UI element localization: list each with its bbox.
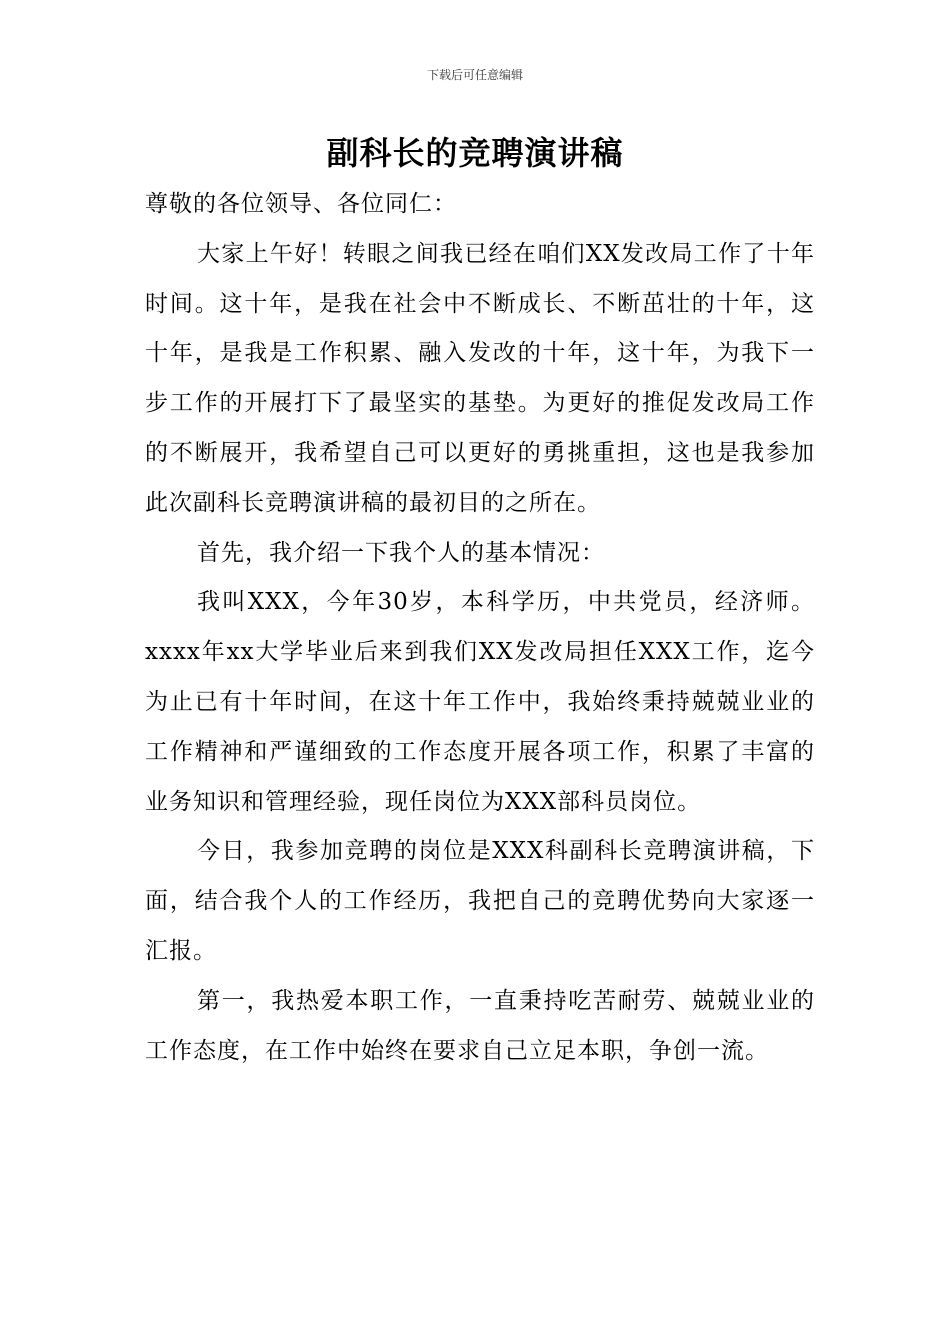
salutation: 尊敬的各位领导、各位同仁： xyxy=(145,191,457,217)
paragraph-4: 今日，我参加竞聘的岗位是XXX科副科长竞聘演讲稿，下面，结合我个人的工作经历，我把自己的竞聘优势向大家逐一汇报。 xyxy=(145,838,815,964)
document-title: 副科长的竞聘演讲稿 xyxy=(326,134,624,172)
header-note: 下载后可任意编辑 xyxy=(426,68,523,82)
paragraph-2: 首先，我介绍一下我个人的基本情况： xyxy=(197,539,605,566)
paragraph-3: 我叫XXX，今年30岁，本科学历，中共党员，经济师。xxxx年xx大学毕业后来到我们XX发改局担任XXX工作，迄今为止已有十年时间，在这十年工作中，我始终秉持兢兢业业的工作精神和严谨细致的工作态度开展各项工作，积累了丰富的业务知识和管理经验，现任岗位为XXX部科员岗位。 xyxy=(145,589,815,815)
paragraph-5: 第一，我热爱本职工作，一直秉持吃苦耐劳、兢兢业业的工作态度，在工作中始终在要求自己立足本职，争创一流。 xyxy=(145,987,815,1064)
document-body xyxy=(145,180,815,1076)
paragraph-1: 大家上午好！转眼之间我已经在咱们XX发改局工作了十年时间。这十年，是我在社会中不断成长、不断茁壮的十年，这十年，是我是工作积累、融入发改的十年，这十年，为我下一步工作的开展打下了最坚实的基垫。为更好的推促发改局工作的不断展开，我希望自己可以更好的勇挑重担，这也是我参加此次副科长竞聘演讲稿的最初目的之所在。 xyxy=(145,240,815,516)
